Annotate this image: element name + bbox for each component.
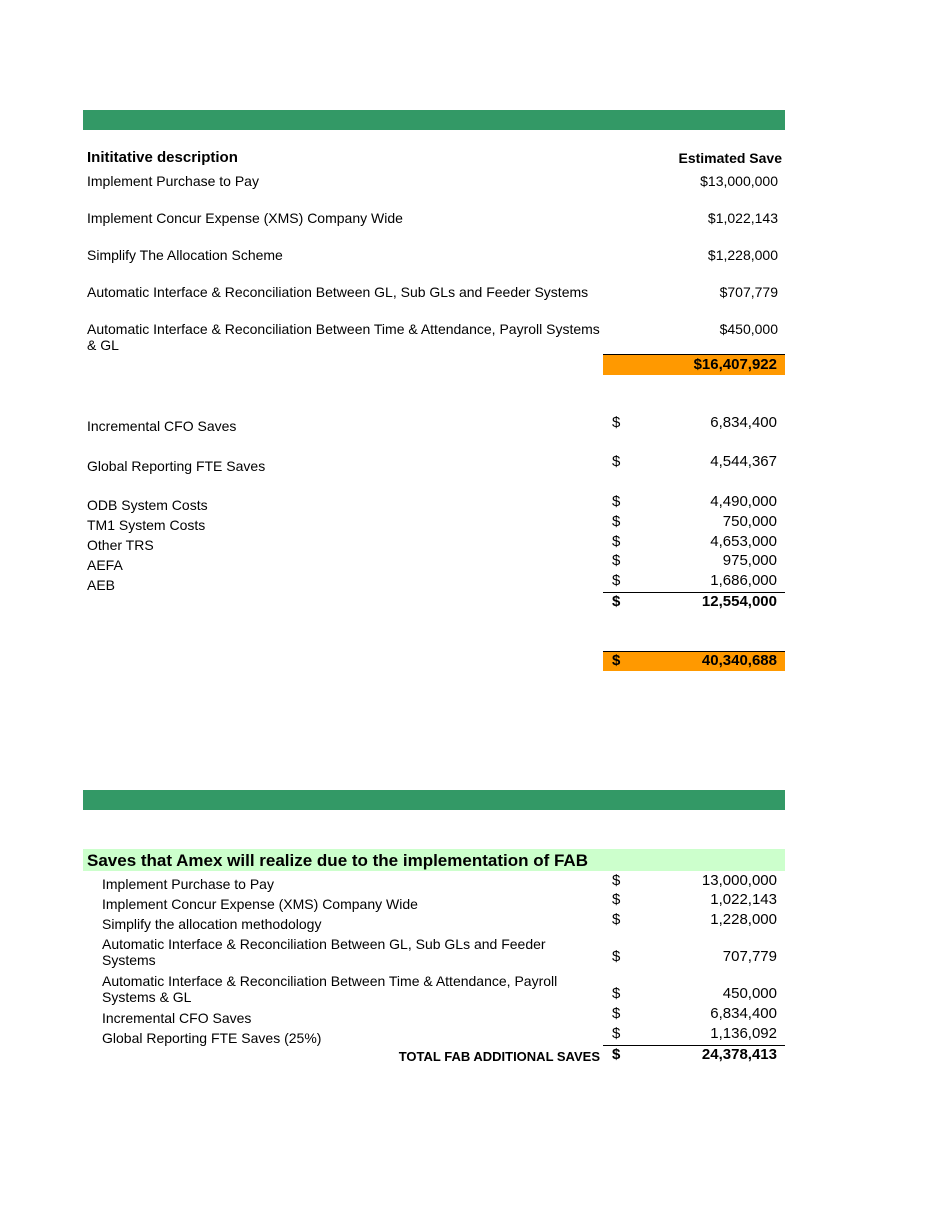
cost-value: 6,834,400: [710, 414, 777, 431]
currency-symbol: $: [612, 1046, 621, 1063]
currency-symbol: $: [612, 652, 621, 669]
section1-subtotal-cell: [603, 354, 785, 375]
initiative-label: Implement Purchase to Pay: [87, 173, 259, 189]
cost-label: ODB System Costs: [87, 497, 208, 513]
currency-symbol: $: [612, 572, 621, 589]
currency-symbol: $: [612, 453, 621, 470]
currency-symbol: $: [612, 414, 621, 431]
section2-subtotal: 12,554,000: [701, 593, 777, 610]
fab-item-value: 1,228,000: [710, 911, 777, 928]
fab-item-label: Automatic Interface & Reconciliation Between GL, Sub GLs and Feeder Systems: [102, 936, 546, 968]
grand-total: 40,340,688: [701, 652, 777, 669]
fab-total-value: 24,378,413: [701, 1046, 777, 1063]
currency-symbol: $: [612, 911, 621, 928]
column-header-estimated-save: Estimated Save: [678, 150, 782, 166]
fab-item-label: Simplify the allocation methodology: [102, 916, 322, 932]
currency-symbol: $: [612, 948, 621, 965]
currency-symbol: $: [612, 891, 621, 908]
grand-total-cell: [603, 651, 785, 671]
column-header-description: Inititative description: [87, 149, 238, 166]
fab-item-label: Incremental CFO Saves: [102, 1010, 252, 1026]
fab-total-label: TOTAL FAB ADDITIONAL SAVES: [398, 1049, 600, 1064]
cost-value: 4,490,000: [710, 493, 777, 510]
section-header-bar: [83, 790, 785, 810]
section-header-bar: [83, 110, 785, 130]
cost-value: 1,686,000: [710, 572, 777, 589]
currency-symbol: $: [612, 513, 621, 530]
cost-value: 750,000: [722, 513, 777, 530]
initiative-value: $1,228,000: [707, 247, 778, 263]
fab-item-value: 450,000: [722, 985, 777, 1002]
fab-item-value: 6,834,400: [710, 1005, 777, 1022]
fab-item-value: 1,136,092: [710, 1025, 777, 1042]
cost-value: 4,544,367: [710, 453, 777, 470]
fab-total-cell: [603, 1045, 785, 1064]
currency-symbol: $: [612, 985, 621, 1002]
initiative-value: $13,000,000: [700, 173, 778, 189]
cost-label: Other TRS: [87, 537, 154, 553]
initiative-label: Automatic Interface & Reconciliation Between GL, Sub GLs and Feeder Systems: [87, 284, 589, 300]
currency-symbol: $: [612, 552, 621, 569]
initiative-value: $1,022,143: [707, 210, 778, 226]
currency-symbol: $: [612, 872, 621, 889]
section1-subtotal: $16,407,922: [693, 356, 777, 373]
currency-symbol: $: [612, 593, 621, 610]
currency-symbol: $: [612, 1025, 621, 1042]
section2-subtotal-cell: [603, 592, 785, 611]
fab-section-title: Saves that Amex will realize due to the implementation of FAB: [87, 851, 588, 870]
fab-item-label: Implement Purchase to Pay: [102, 876, 274, 892]
cost-label: AEFA: [87, 557, 123, 573]
fab-item-value: 707,779: [722, 948, 777, 965]
cost-label: TM1 System Costs: [87, 517, 206, 533]
currency-symbol: $: [612, 1005, 621, 1022]
fab-item-label: Implement Concur Expense (XMS) Company Wide: [102, 896, 418, 912]
fab-item-label: Global Reporting FTE Saves (25%): [102, 1030, 322, 1046]
initiative-value: $450,000: [719, 321, 778, 337]
cost-label: Global Reporting FTE Saves: [87, 458, 266, 474]
initiative-label: Simplify The Allocation Scheme: [87, 247, 283, 263]
fab-item-value: 13,000,000: [701, 872, 777, 889]
cost-value: 975,000: [722, 552, 777, 569]
cost-label: Incremental CFO Saves: [87, 418, 237, 434]
cost-label: AEB: [87, 577, 116, 593]
fab-item-value: 1,022,143: [710, 891, 777, 908]
currency-symbol: $: [612, 493, 621, 510]
initiative-label: Automatic Interface & Reconciliation Between Time & Attendance, Payroll Systems & GL: [87, 321, 600, 353]
initiative-label: Implement Concur Expense (XMS) Company Wide: [87, 210, 403, 226]
cost-value: 4,653,000: [710, 533, 777, 550]
fab-item-label: Automatic Interface & Reconciliation Between Time & Attendance, Payroll Systems & GL: [102, 973, 558, 1005]
currency-symbol: $: [612, 533, 621, 550]
initiative-value: $707,779: [719, 284, 778, 300]
fab-section-title-bar: [83, 849, 785, 871]
